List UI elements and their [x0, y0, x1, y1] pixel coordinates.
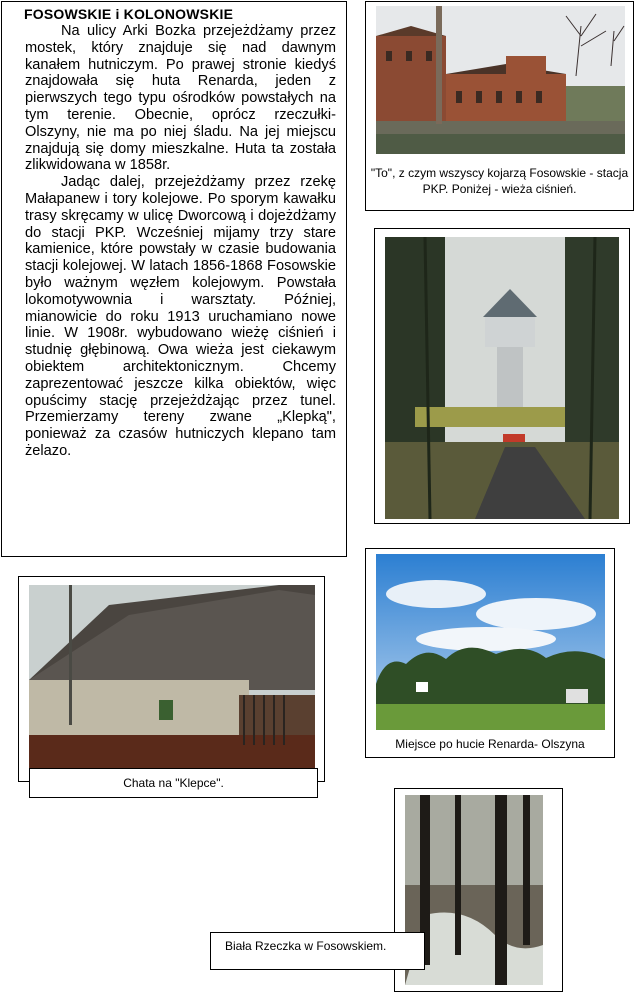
water-tower-photo-frame [374, 228, 630, 524]
stream-caption: Biała Rzeczka w Fosowskiem. [210, 932, 425, 970]
renard-photo [376, 554, 605, 730]
renard-photo-frame [365, 548, 615, 758]
article-text-box [1, 1, 347, 557]
article-paragraph-1: Na ulicy Arki Bozka przejeżdżamy przez mostek, który znajduje się nad dawnym kanałem hutniczym. Po prawej stronie kiedyś znajdowała się huta Renarda, jeden z pierwszych tego typu ośrodków powstałych na tym terenie. Obecnie, oprócz rzeczułki- Olszyny, nie ma po niej śladu. Na jej miejscu znajdują się domy mieszkalne. Huta ta została zlikwidowana w 1858r. [25, 23, 336, 174]
water-tower-photo [385, 237, 619, 519]
article-paragraph-2: Jadąc dalej, przejeżdżamy przez rzekę Małapanew i tory kolejowe. Po sporym kawałku trasy skręcamy w ulicę Dworcową i dojeżdżamy do stacji PKP. Wcześniej mijamy trzy stare kamienice, które powstały w czasie budowania stacji kolejowej. W latach 1856-1868 Fosowskie było ważnym węzłem kolejowym. Powstała lokomotywownia i warsztaty. Później, mianowicie do roku 1913 uruchamiano nowe linie. W 1908r. wybudowano wieżę ciśnień i studnię głębinową. Owa wieża jest ciekawym obiektem architektonicznym. Chcemy zaprezentować jeszcze kilka obiektów, więc opuścimy stację przejeżdżając przez tunel. Przemierzamy tereny zwane „Klepką", ponieważ za czasów hutniczych klepano tam żelazo. [25, 174, 336, 459]
article-title: FOSOWSKIE i KOLONOWSKIE [24, 6, 234, 22]
station-caption: "To", z czym wszyscy kojarzą Fosowskie - stacja PKP. Poniżej - wieża ciśnień. [366, 161, 633, 201]
station-photo [376, 6, 625, 154]
cottage-caption: Chata na "Klepce". [29, 768, 318, 798]
stream-photo [405, 795, 543, 985]
station-photo-frame [365, 1, 634, 211]
cottage-photo [29, 585, 315, 768]
renard-caption: Miejsce po hucie Renarda- Olszyna [366, 733, 614, 757]
cottage-photo-frame [18, 576, 325, 782]
